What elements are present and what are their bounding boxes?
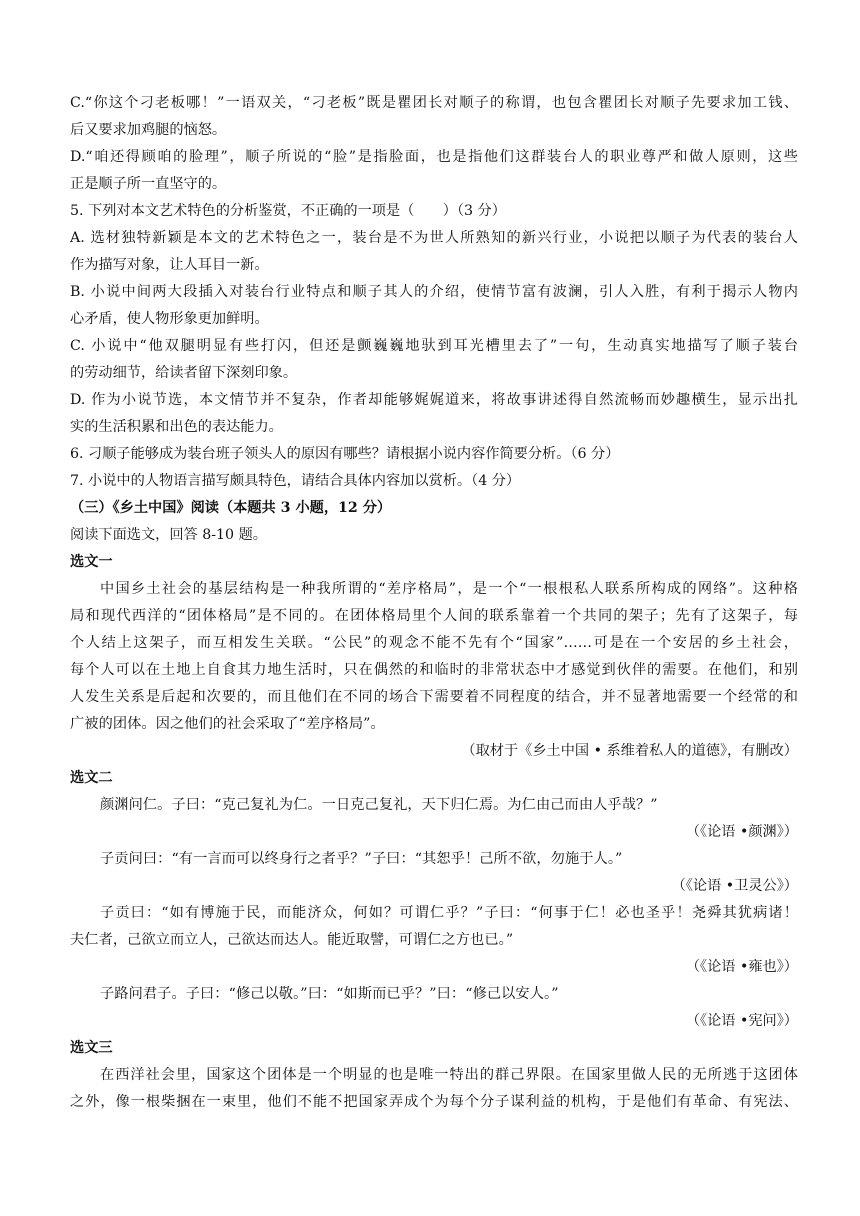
option-line: 心矛盾，使人物形象更加鲜明。 bbox=[70, 311, 269, 327]
quote-line: 颜渊问仁。子曰：“克己复礼为仁。一日克己复礼，天下归仁焉。为仁由己而由人乎哉？” bbox=[100, 797, 658, 813]
excerpt-1-line: 局和现代西洋的“团体格局”是不同的。在团体格局里个人间的联系靠着一个共同的架子；先有了这架子，每 bbox=[70, 608, 798, 624]
quote-line: 子贡曰：“如有博施于民，而能济众，何如？可谓仁乎？”子曰：“何事于仁！必也圣乎！尧舜其犹病诸！ bbox=[100, 905, 798, 921]
option-line: 实的生活积累和出色的表达能力。 bbox=[70, 419, 283, 435]
excerpt-1-line: 广被的团体。因之他们的社会采取了“差序格局”。 bbox=[70, 716, 385, 732]
excerpt-3-label: 选文三 bbox=[70, 1040, 113, 1056]
quote-line: 子路问君子。子曰：“修己以敬。”曰：“如斯而已乎？”曰：“修己以安人。” bbox=[100, 986, 559, 1002]
option-line: C. 小说中“他双腿明显有些打闪，但还是颤巍巍地驮到耳光槽里去了”一句，生动真实地描写了顺子装台 bbox=[70, 338, 798, 354]
option-line: C.“你这个刁老板哪！”一语双关，“刁老板”既是瞿团长对顺子的称谓，也包含瞿团长对顺子先要求加工钱、 bbox=[70, 95, 798, 111]
quote-line: 夫仁者，己欲立而立人，己欲达而达人。能近取譬，可谓仁之方也已。” bbox=[70, 932, 514, 948]
option-line: D.“咱还得顾咱的脸理”，顺子所说的“脸”是指脸面，也是指他们这群装台人的职业尊严和做人原则，这些 bbox=[70, 149, 798, 165]
excerpt-2-label: 选文二 bbox=[70, 770, 113, 786]
excerpt-3-line: 在西洋社会里，国家这个团体是一个明显的也是唯一特出的群己界限。在国家里做人民的无所逃于这团体 bbox=[100, 1067, 798, 1083]
option-line: 正是顺子所一直坚守的。 bbox=[70, 176, 227, 192]
question-5-stem: 5. 下列对本文艺术特色的分析鉴赏，不正确的一项是（ ）（3 分） bbox=[70, 203, 506, 219]
section-title: （三）《乡土中国》阅读（本题共 3 小题，12 分） bbox=[70, 500, 392, 516]
excerpt-1-label: 选文一 bbox=[70, 554, 113, 570]
option-line: 后又要求加鸡腿的恼怒。 bbox=[70, 122, 227, 138]
option-line: D. 作为小说节选，本文情节并不复杂，作者却能够娓娓道来，将故事讲述得自然流畅而妙趣横生，显示出扎 bbox=[70, 392, 798, 408]
excerpt-1-line: 中国乡土社会的基层结构是一种我所谓的“差序格局”，是一个“一根根私人联系所构成的网络”。这种格 bbox=[100, 581, 798, 597]
section-instruction: 阅读下面选文，回答 8-10 题。 bbox=[70, 527, 267, 543]
excerpt-1-line: 每个人可以在土地上自食其力地生活时，只在偶然的和临时的非常状态中才感觉到伙伴的需要。在他们，和别 bbox=[70, 662, 798, 678]
question-6: 6. 刁顺子能够成为装台班子领头人的原因有哪些？请根据小说内容作简要分析。（6 分） bbox=[70, 446, 620, 462]
document-page bbox=[70, 90, 798, 1116]
excerpt-3-line: 之外，像一根柴捆在一束里，他们不能不把国家弄成个为每个分子谋利益的机构，于是他们有革命、有宪法、 bbox=[70, 1094, 798, 1110]
quote-line: 子贡问曰：“有一言而可以终身行之者乎？”子曰：“其恕乎！己所不欲，勿施于人。” bbox=[100, 851, 623, 867]
quote-source: （《论语 •颜渊》） bbox=[685, 824, 798, 840]
question-7: 7. 小说中的人物语言描写颇具特色，请结合具体内容加以赏析。（4 分） bbox=[70, 473, 521, 489]
option-line: 作为描写对象，让人耳目一新。 bbox=[70, 257, 269, 273]
option-line: A. 选材独特新颖是本文的艺术特色之一，装台是不为世人所熟知的新兴行业，小说把以顺子为代表的装台人 bbox=[70, 230, 798, 246]
option-line: B. 小说中间两大段插入对装台行业特点和顺子其人的介绍，使情节富有波澜，引人入胜，有利于揭示人物内 bbox=[70, 284, 798, 300]
quote-source: （《论语 •卫灵公》） bbox=[671, 878, 798, 894]
excerpt-1-source: （取材于《乡土中国 • 系维着私人的道德》，有删改） bbox=[461, 743, 798, 759]
option-line: 的劳动细节，给读者留下深刻印象。 bbox=[70, 365, 298, 381]
quote-source: （《论语 •宪问》） bbox=[685, 1013, 798, 1029]
excerpt-1-line: 个人结上这架子，而互相发生关联。“公民”的观念不能不先有个“国家”……可是在一个安居的乡土社会， bbox=[70, 635, 798, 651]
excerpt-1-line: 人发生关系是后起和次要的，而且他们在不同的场合下需要着不同程度的结合，并不显著地需要一个经常的和 bbox=[70, 689, 798, 705]
quote-source: （《论语 •雍也》） bbox=[685, 959, 798, 975]
